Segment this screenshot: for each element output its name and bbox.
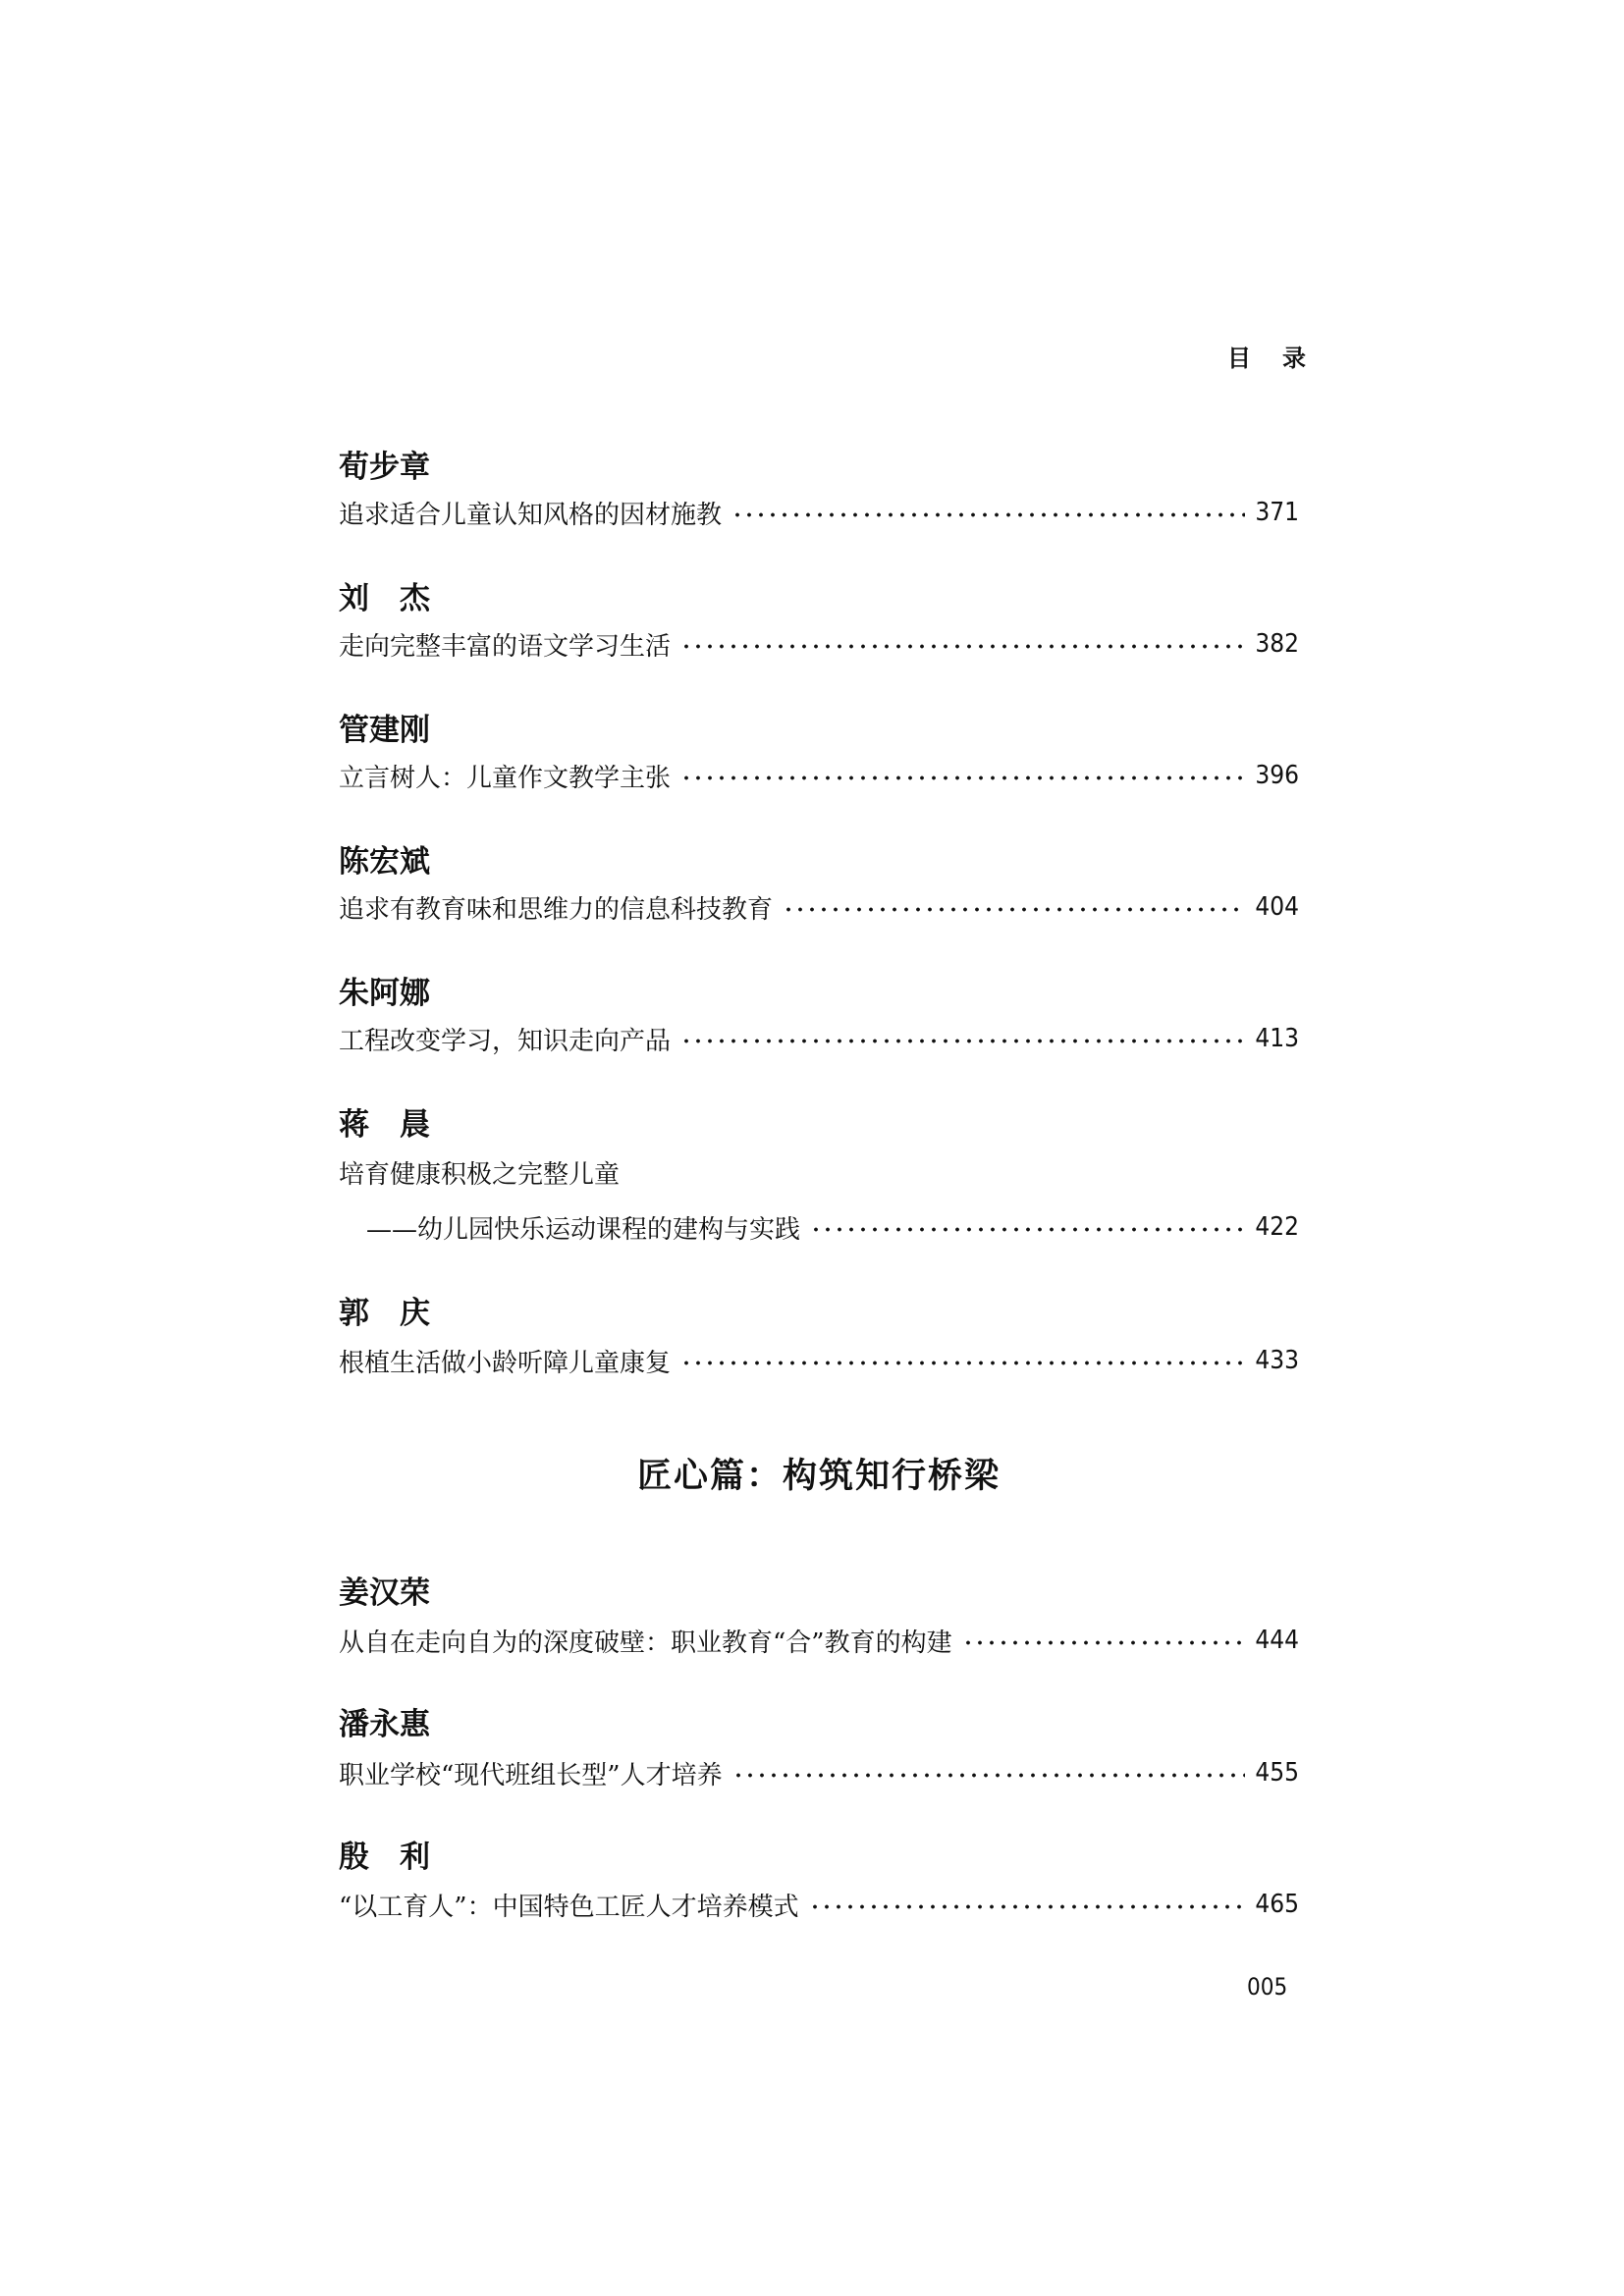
entry-title: 从自在走向自为的深度破壁：职业教育“合”教育的构建 [339,1628,952,1658]
author-name: 荀步章 [339,450,430,485]
entry-page-number: 396 [1255,761,1299,790]
running-header-char-2: 录 [1282,344,1306,372]
entry-page-number: 371 [1255,498,1299,527]
entry-page-number: 465 [1255,1890,1299,1919]
toc-entry[interactable] [339,1019,1299,1058]
author-name: 蒋 晨 [339,1107,430,1143]
toc-entry[interactable] [339,493,1299,532]
entry-subtitle: ——幼儿园快乐运动课程的建构与实践 [366,1214,801,1245]
entry-page-number: 433 [1255,1346,1299,1375]
dot-leader [680,775,1245,780]
author-name: 郭 庆 [339,1296,430,1331]
section-heading: 匠心篇：构筑知行桥梁 [636,1456,1001,1496]
toc-entry[interactable] [339,1753,1299,1792]
entry-title: “以工育人”：中国特色工匠人才培养模式 [339,1892,799,1922]
dot-leader [783,907,1245,912]
entry-title: 培育健康积极之完整儿童 [339,1160,621,1190]
dot-leader [962,1640,1246,1645]
entry-title: 立言树人：儿童作文教学主张 [339,763,672,793]
toc-entry[interactable] [339,887,1299,927]
toc-entry[interactable] [339,756,1299,795]
entry-page-number: 382 [1255,629,1299,659]
running-header [1227,339,1306,373]
dot-leader [732,1773,1246,1778]
dot-leader [810,1227,1245,1232]
toc-entry[interactable] [339,1885,1299,1924]
author-name: 殷 利 [339,1840,430,1875]
author-name: 朱阿娜 [339,976,430,1011]
author-name: 管建刚 [339,713,430,748]
entry-title: 根植生活做小龄听障儿童康复 [339,1348,672,1378]
dot-leader [809,1904,1246,1909]
author-name: 潘永惠 [339,1707,430,1742]
entry-page-number: 413 [1255,1024,1299,1053]
dot-leader [680,1039,1245,1043]
toc-entry[interactable] [339,1341,1299,1380]
author-name: 姜汉荣 [339,1575,430,1611]
toc-entry[interactable] [339,624,1299,664]
entry-title: 工程改变学习，知识走向产品 [339,1026,672,1056]
page-number: 005 [1247,1973,1288,2001]
toc-entry[interactable] [339,1621,1299,1660]
entry-page-number: 444 [1255,1626,1299,1655]
entry-page-number: 455 [1255,1758,1299,1788]
author-name: 陈宏斌 [339,844,430,880]
dot-leader [680,644,1245,649]
entry-title: 追求适合儿童认知风格的因材施教 [339,500,723,530]
running-header-char-1: 目 [1227,344,1251,372]
entry-title: 职业学校“现代班组长型”人才培养 [339,1760,723,1790]
author-name: 刘 杰 [339,581,430,616]
entry-title: 追求有教育味和思维力的信息科技教育 [339,894,774,925]
entry-title: 走向完整丰富的语文学习生活 [339,631,672,662]
entry-page-number: 404 [1255,892,1299,922]
toc-entry[interactable] [339,1207,1299,1247]
dot-leader [680,1361,1245,1365]
entry-page-number: 422 [1255,1212,1299,1242]
dot-leader [731,512,1245,517]
